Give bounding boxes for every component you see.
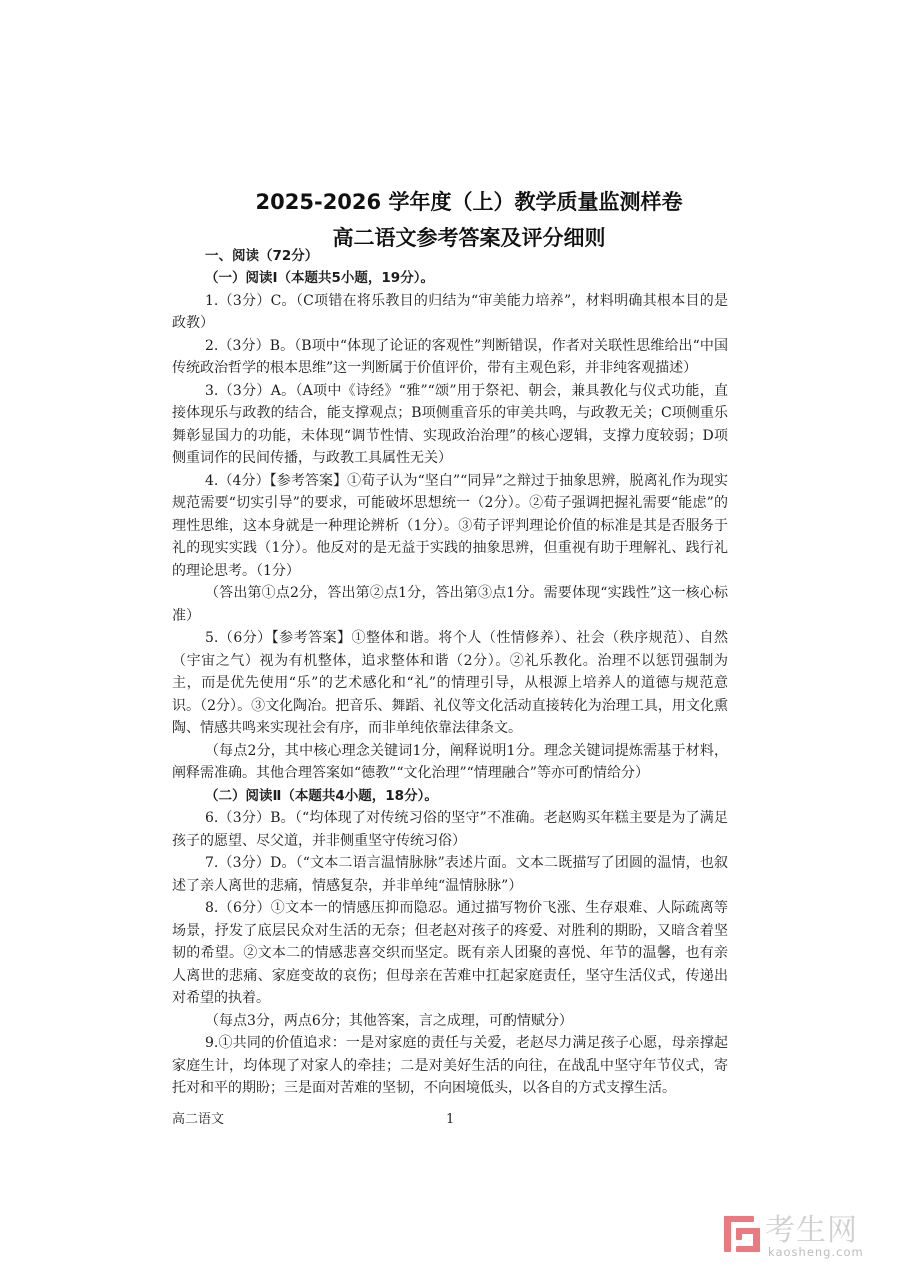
section-heading-reading: 一、阅读（72分） (205, 248, 319, 264)
footer-page-number: 1 (446, 1112, 455, 1127)
answer-q2: 2.（3分）B。（B项中“体现了论证的客观性”判断错误，作者对关联性思维给出“中国传统政治哲学的根本思维”这一判断属于价值评价，带有主观色彩，并非纯客观描述） (172, 337, 728, 376)
kaosheng-logo-icon (722, 1212, 762, 1256)
document-title-line2: 高二语文参考答案及评分细则 (332, 226, 606, 250)
answer-q6: 6.（3分）B。（“均体现了对传统习俗的坚守”不准确。老赵购买年糕主要是为了满足孩子的愿望、尽父道，并非侧重坚守传统习俗） (172, 810, 728, 849)
part-heading-reading-2: （二）阅读Ⅱ（本题共4小题，18分）。 (205, 787, 438, 804)
document-title-line1: 2025-2026 学年度（上）教学质量监测样卷 (255, 190, 683, 214)
scoring-note-q4: （答出第①点2分，答出第②点1分，答出第③点1分。需要体现“实践性”这一核心标准） (172, 585, 728, 624)
watermark-site-name: 考生网 (765, 1213, 858, 1248)
footer-subject: 高二语文 (172, 1112, 225, 1127)
answer-q5: 5.（6分）【参考答案】①整体和谐。将个人（性情修养）、社会（秩序规范）、自然（宇宙之气）视为有机整体，追求整体和谐（2分）。②礼乐教化。治理不以惩罚强制为主，而是优先使用“乐”的艺术感化和“礼”的情理引导，从根源上培养人的道德与规范意识。（2分）。③文化陶冶。把音乐、舞蹈、礼仪等文化活动直接转化为治理工具，用文化熏陶、情感共鸣来实现社会有序，而非单纯依靠法律条文。 (172, 630, 728, 736)
answer-q1: 1.（3分）C。（C项错在将乐教目的归结为“审美能力培养”，材料明确其根本目的是政教） (172, 292, 728, 331)
answer-q4: 4.（4分）【参考答案】①荀子认为“坚白”“同异”之辩过于抽象思辨，脱离礼作为现实规范需要“切实引导”的要求，可能破坏思想统一（2分）。②荀子强调把握礼需要“能虑”的理性思维，这本身就是一种理论辨析（1分）。③荀子评判理论价值的标准是其是否服务于礼的现实实践（1分）。他反对的是无益于实践的抽象思辨，但重视有助于理解礼、践行礼的理论思考。（1分） (172, 472, 728, 579)
part-heading-reading-1: （一）阅读Ⅰ（本题共5小题，19分）。 (205, 270, 434, 286)
answer-q3: 3.（3分）A。（A项中《诗经》“雅”“颂”用于祭祀、朝会，兼具教化与仪式功能，直接体现乐与政教的结合，能支撑观点；B项侧重音乐的审美共鸣，与政教无关；C项侧重乐舞彰显国力的功能，未体现“调节性情、实现政治治理”的核心逻辑，支撑力度较弱；D项侧重词作的民间传播，与政教工具属性无关） (172, 382, 728, 466)
answer-q9: 9.①共同的价值追求：一是对家庭的责任与关爱，老赵尽力满足孩子心愿，母亲撑起家庭生计，均体现了对家人的牵挂；二是对美好生活的向往，在战乱中坚守年节仪式，寄托对和平的期盼；三是面对苦难的坚韧，不向困境低头，以各自的方式支撑生活。 (172, 1035, 728, 1096)
answer-q7: 7.（3分）D。（“文本二语言温情脉脉”表述片面。文本二既描写了团圆的温情，也叙述了亲人离世的悲痛，情感复杂，并非单纯“温情脉脉”） (172, 855, 728, 894)
answer-key-body (172, 246, 728, 1100)
scoring-note-q5: （每点2分，其中核心理念关键词1分，阐释说明1分。理念关键词提炼需基于材料，阐释需准确。其他合理答案如“德教”“文化治理”“情理融合”等亦可酌情给分） (172, 742, 728, 781)
answer-q8: 8.（6分）①文本一的情感压抑而隐忍。通过描写物价飞涨、生存艰难、人际疏离等场景，抒发了底层民众对生活的无奈；但老赵对孩子的疼爱、对胜利的期盼，又暗含着坚韧的希望。②文本二的情感悲喜交织而坚定。既有亲人团聚的喜悦、年节的温馨，也有亲人离世的悲痛、家庭变故的哀伤；但母亲在苦难中扛起家庭责任，坚守生活仪式，传递出对希望的执着。 (172, 900, 728, 1006)
watermark-site-domain: kaosheng.com (768, 1245, 864, 1259)
scoring-note-q8: （每点3分，两点6分；其他答案，言之成理，可酌情赋分） (205, 1012, 573, 1029)
